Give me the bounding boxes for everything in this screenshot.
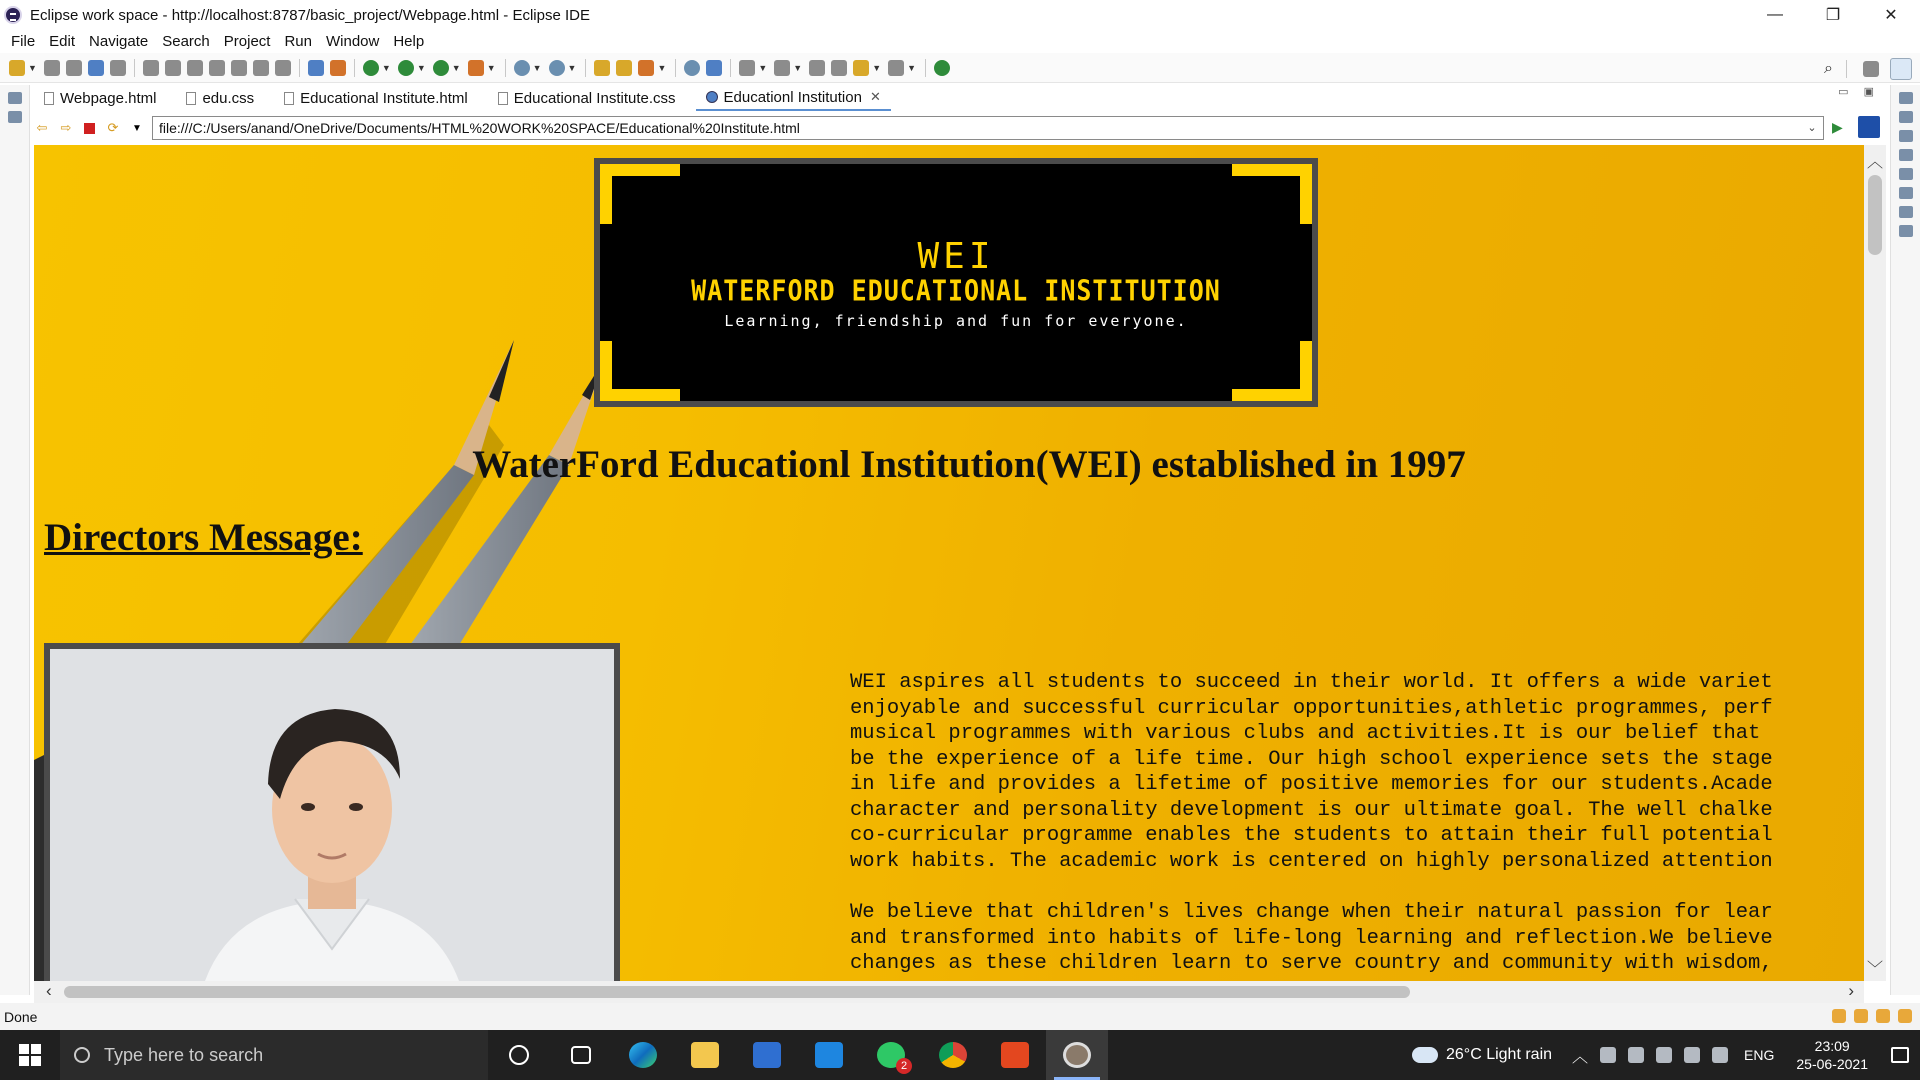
task-view-icon[interactable] [550,1030,612,1080]
eclipse-app-icon [4,6,22,24]
search-tool-dropdown-icon[interactable]: ▼ [657,62,667,73]
minimize-button[interactable]: — [1767,6,1783,23]
step-return-icon[interactable] [275,60,291,76]
chevron-up-icon[interactable]: ︿ [1572,1048,1589,1066]
menu-navigate[interactable]: Navigate [89,32,149,50]
back-dropdown-icon[interactable]: ▼ [872,62,882,73]
title-bar [0,0,1920,30]
prev-annotation-icon[interactable] [774,60,790,76]
whatsapp-badge: 2 [896,1058,912,1074]
tab-label: Webpage.html [60,89,157,107]
logo-corner [1232,164,1312,224]
scroll-up-icon[interactable]: ︿ [1866,154,1883,171]
toggle-mark-icon[interactable] [308,60,324,76]
action-center-button[interactable] [1880,1030,1920,1080]
step-over-icon[interactable] [253,60,269,76]
start-button[interactable] [0,1030,60,1080]
restore-button[interactable]: ❐ [1825,7,1841,24]
search-icon[interactable]: ⌕ [1824,60,1833,77]
main-toolbar [0,53,1920,83]
prev-annotation-dropdown-icon[interactable]: ▼ [793,62,803,73]
taskbar-search-input[interactable] [60,1030,488,1080]
logo-corner [600,341,680,401]
url-input[interactable] [152,116,1824,140]
search-icon [74,1047,90,1063]
notifications-icon[interactable] [1832,1009,1846,1023]
editor-tabs [34,85,1874,111]
save-all-icon[interactable] [66,60,82,76]
toolbar-separator [730,59,731,77]
new-class-icon[interactable] [549,60,565,76]
menu-project[interactable]: Project [223,32,271,50]
refresh-icon[interactable]: ⟳ [107,120,119,135]
menu-edit[interactable]: Edit [49,32,76,50]
chrome-icon[interactable] [922,1030,984,1080]
directors-message-paragraph-2: We believe that children's lives change when their natural passion for lear and transformed into habits of life-long learning and reflection.We believe changes as these children learn to serve country and community with wisdom, [850,901,1773,975]
toolbar-separator [925,59,926,77]
office-icon[interactable] [984,1030,1046,1080]
menu-search[interactable]: Search [162,32,210,50]
nav-dropdown-icon[interactable]: ▼ [132,122,142,134]
director-photo [44,643,620,981]
markers-icon[interactable] [1899,130,1913,142]
tab-edu-css[interactable] [176,85,264,111]
toolbar-separator [354,59,355,77]
toolbar-right [1824,58,1912,80]
logo-corner [1232,341,1312,401]
status-bar [0,1003,1920,1030]
step-into-icon[interactable] [231,60,247,76]
last-edit-icon[interactable] [809,60,825,76]
toolbar-separator [1846,60,1847,78]
search-placeholder: Type here to search [104,1044,264,1065]
back-arrow-icon[interactable]: ⇦ [36,120,48,135]
tab-label: Educational Institute.css [513,89,676,107]
new-class-dropdown-icon[interactable]: ▼ [567,62,577,73]
bluetooth-icon[interactable] [1600,1047,1616,1063]
next-annotation-icon[interactable] [739,60,755,76]
toolbar-separator [675,59,676,77]
debug-dropdown-icon[interactable]: ▼ [381,62,391,73]
open-perspective-button-icon[interactable] [1863,61,1879,77]
whatsapp-icon[interactable] [860,1030,922,1080]
task-list-icon[interactable] [1899,111,1913,123]
cortana-icon[interactable] [488,1030,550,1080]
edge-browser-icon[interactable] [612,1030,674,1080]
left-trim-stack [0,85,30,995]
menu-run[interactable]: Run [284,32,312,50]
editor-min-max[interactable]: ▭ ▣ [1838,86,1880,98]
new-dropdown-icon[interactable]: ▼ [28,62,37,73]
terminate-icon[interactable] [187,60,203,76]
external-tools-dropdown-icon[interactable]: ▼ [486,62,496,73]
page-title: WaterFord Educationl Institution(WEI) established in 1997 [472,443,1466,486]
system-tray [1412,1030,1920,1080]
tab-label: Educationl Institution [723,88,862,106]
window-title: Eclipse work space - http://localhost:8787/basic_project/Webpage.html - Eclipse IDE [30,6,590,24]
wei-logo-banner [594,158,1318,407]
globe-icon [706,91,718,103]
toolbar-separator [585,59,586,77]
next-annotation-dropdown-icon[interactable]: ▼ [758,62,768,73]
window-controls [1746,0,1920,30]
menu-window[interactable]: Window [325,32,380,50]
coverage-icon[interactable] [433,60,449,76]
word-wrap-icon[interactable] [330,60,346,76]
scroll-right-icon[interactable]: › [1848,981,1854,1000]
new-server-icon[interactable] [514,60,530,76]
browser-nav-bar [30,113,1890,143]
clock-date: 25-06-2021 [1796,1056,1868,1072]
open-perspective-icon[interactable] [706,60,722,76]
file-icon [186,92,196,105]
pin-editor-icon[interactable] [934,60,950,76]
horizontal-scrollbar[interactable] [34,981,1864,1003]
battery-icon[interactable] [1656,1047,1672,1063]
external-tools-icon[interactable] [468,60,484,76]
vertical-scrollbar[interactable] [1864,145,1886,981]
back-icon[interactable] [853,60,869,76]
data-source-icon[interactable] [1899,187,1913,199]
forward-icon[interactable] [888,60,904,76]
logo-full-name: WATERFORD EDUCATIONAL INSTITUTION [691,273,1221,308]
updates-icon[interactable] [1876,1009,1890,1023]
clock-time: 23:09 [1814,1038,1850,1054]
menu-file[interactable]: File [11,32,36,50]
directors-message-paragraph-1: WEI aspires all students to succeed in their world. It offers a wide variet enjoyable and successful curricular opportunities,athletic programmes, perf musical programmes with various clubs and activities.It is our belief that be the experience of a life time. Our high school experience sets the stage in life and provides a lifetime of positive memories for our students.Acade character and personality development is our ultimate goal. The well chalke co-curricular programme enables the students to attain their full potential work habits. The academic work is centered on highly personalized attention [850,671,1773,873]
new-icon[interactable] [9,60,25,76]
right-trim-stack [1890,85,1920,995]
logo-short-name: WEI [917,236,995,277]
coverage-dropdown-icon[interactable]: ▼ [451,62,461,73]
go-icon[interactable]: ▶ [1832,119,1843,135]
director-portrait-image [50,649,614,981]
volume-icon[interactable] [1712,1047,1728,1063]
toolbar-separator [505,59,506,77]
wifi-icon[interactable] [1684,1047,1700,1063]
save-icon[interactable] [44,60,60,76]
run-dropdown-icon[interactable]: ▼ [416,62,426,73]
url-dropdown-icon[interactable]: ⌄ [1807,122,1817,134]
horizontal-scroll-thumb[interactable] [64,986,1410,998]
new-server-dropdown-icon[interactable]: ▼ [532,62,542,73]
vertical-scroll-thumb[interactable] [1868,175,1882,255]
microsoft-store-icon[interactable] [736,1030,798,1080]
run-icon[interactable] [398,60,414,76]
notification-icon [1891,1047,1909,1063]
status-text: Done [4,1008,38,1025]
open-external-browser-icon[interactable] [1858,116,1880,138]
snippets-icon[interactable] [1899,206,1913,218]
url-text: file:///C:/Users/anand/OneDrive/Documents/HTML%20WORK%20SPACE/Educational%20Institute.html [159,120,800,136]
status-bar-icons [1832,1009,1912,1023]
open-type-icon[interactable] [594,60,610,76]
back-history-icon[interactable] [831,60,847,76]
search-tool-icon[interactable] [638,60,654,76]
browser-viewport[interactable] [34,145,1864,981]
stop-icon[interactable] [84,123,95,134]
onedrive-icon[interactable] [1628,1047,1644,1063]
debug-icon[interactable] [363,60,379,76]
tab-educational-institute-html[interactable] [274,85,478,111]
forward-dropdown-icon[interactable]: ▼ [907,62,917,73]
open-console-icon[interactable] [88,60,104,76]
toolbar-separator [134,59,135,77]
outline-icon[interactable] [1899,92,1913,104]
tab-webpage-html[interactable] [34,85,166,111]
weather-widget[interactable] [1412,1046,1552,1064]
file-icon [284,92,294,105]
tab-label: edu.css [202,89,255,107]
scroll-left-icon[interactable]: ‹ [46,981,52,1000]
restore-view-icon[interactable] [8,92,22,104]
menu-help[interactable]: Help [393,32,425,50]
logo-corner [600,164,680,224]
windows-logo-icon [19,1044,41,1066]
windows-taskbar [0,1030,1920,1080]
menu-bar [0,30,1920,52]
forward-arrow-icon[interactable]: ⇨ [60,120,72,135]
skip-breakpoints-icon[interactable] [110,60,126,76]
toolbar-separator [299,59,300,77]
language-indicator[interactable]: ENG [1744,1047,1775,1063]
tab-label: Educational Institute.html [300,89,468,107]
clock[interactable] [1796,1037,1868,1073]
tab-educational-institute-css[interactable] [488,85,686,111]
weather-text: 26°C Light rain [1446,1046,1553,1063]
java-ee-perspective-icon[interactable] [1890,58,1912,80]
close-tab-icon[interactable]: ✕ [869,89,881,104]
mail-icon[interactable] [798,1030,860,1080]
servers-icon[interactable] [1899,168,1913,180]
console-icon[interactable] [1899,225,1913,237]
scroll-down-icon[interactable]: ﹀ [1866,961,1883,978]
logo-tagline: Learning, friendship and fun for everyone. [724,312,1188,330]
suspend-icon[interactable] [165,60,181,76]
file-explorer-icon[interactable] [674,1030,736,1080]
cloud-rain-icon [1412,1047,1438,1063]
close-button[interactable]: ✕ [1884,7,1898,24]
tips-icon[interactable] [1854,1009,1868,1023]
directors-message-heading: Directors Message: [44,516,363,559]
lightbulb-icon[interactable] [1898,1009,1912,1023]
tab-educationl-institution[interactable] [696,85,891,111]
open-browser-icon[interactable] [684,60,700,76]
disconnect-icon[interactable] [209,60,225,76]
open-task-icon[interactable] [616,60,632,76]
resume-icon[interactable] [143,60,159,76]
properties-icon[interactable] [1899,149,1913,161]
eclipse-taskbar-icon[interactable] [1046,1030,1108,1080]
project-explorer-icon[interactable] [8,111,22,123]
file-icon [44,92,54,105]
file-icon [498,92,508,105]
